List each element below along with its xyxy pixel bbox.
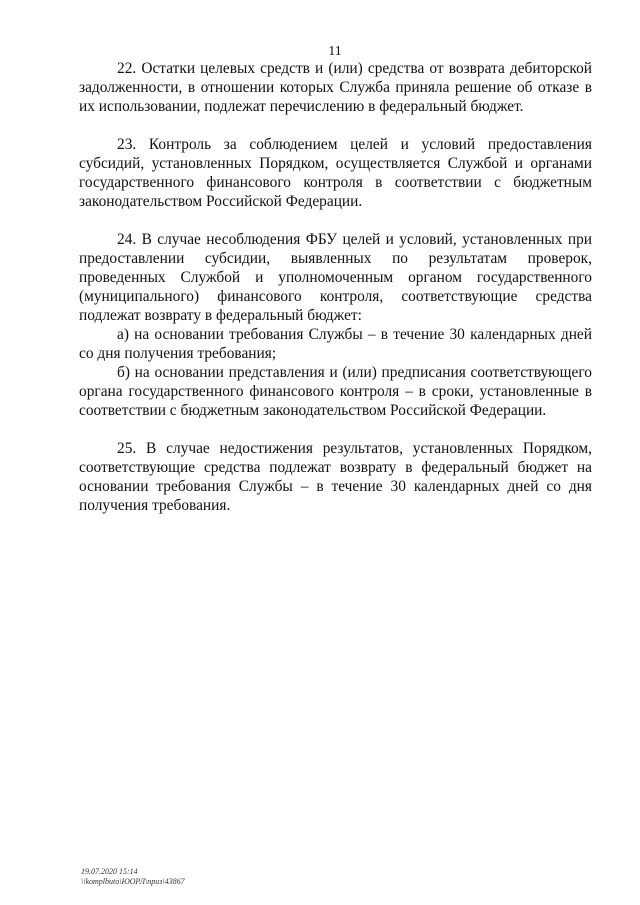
paragraph-25: 25. В случае недостижения результатов, установленных Порядком, соответствующие средства подлежат возврату в федеральный бюджет на основании требования Службы – в течение 30 календарных дней со дня получения требования. xyxy=(79,440,592,514)
paragraph-24: 24. В случае несоблюдения ФБУ целей и условий, установленных при предоставлении субсидии, выявленных по результатам проверок, проведенных Службой и уполномоченным органом государственного (муниципального) финансового контроля, соответствующие средства подлежат возврату в федеральный бюджет: xyxy=(79,231,592,324)
footer-file-ref: \\komplbuto\ЮОРЛ\приз\43867 xyxy=(81,877,185,886)
page-number: 11 xyxy=(328,44,342,59)
footer-stamp xyxy=(81,867,185,887)
paragraph-23: 23. Контроль за соблюдением целей и условий предоставления субсидий, установленных Порядком, осуществляется Службой и органами государственного финансового контроля в соответствии с бюджетным законодательством Российской Федерации. xyxy=(79,136,592,210)
document-body xyxy=(79,59,592,515)
paragraph-24-item-b: б) на основании представления и (или) предписания соответствующего органа государственного финансового контроля – в сроки, установленные в соответствии с бюджетным законодательством Российской Федерации. xyxy=(79,364,592,419)
footer-timestamp: 19.07.2020 15:14 xyxy=(81,867,138,876)
paragraph-24-item-a: а) на основании требования Службы – в течение 30 календарных дней со дня получения требования; xyxy=(79,326,592,362)
paragraph-22: 22. Остатки целевых средств и (или) средства от возврата дебиторской задолженности, в отношении которых Служба приняла решение об отказе в их использовании, подлежат перечислению в федеральный бюджет. xyxy=(79,60,592,115)
